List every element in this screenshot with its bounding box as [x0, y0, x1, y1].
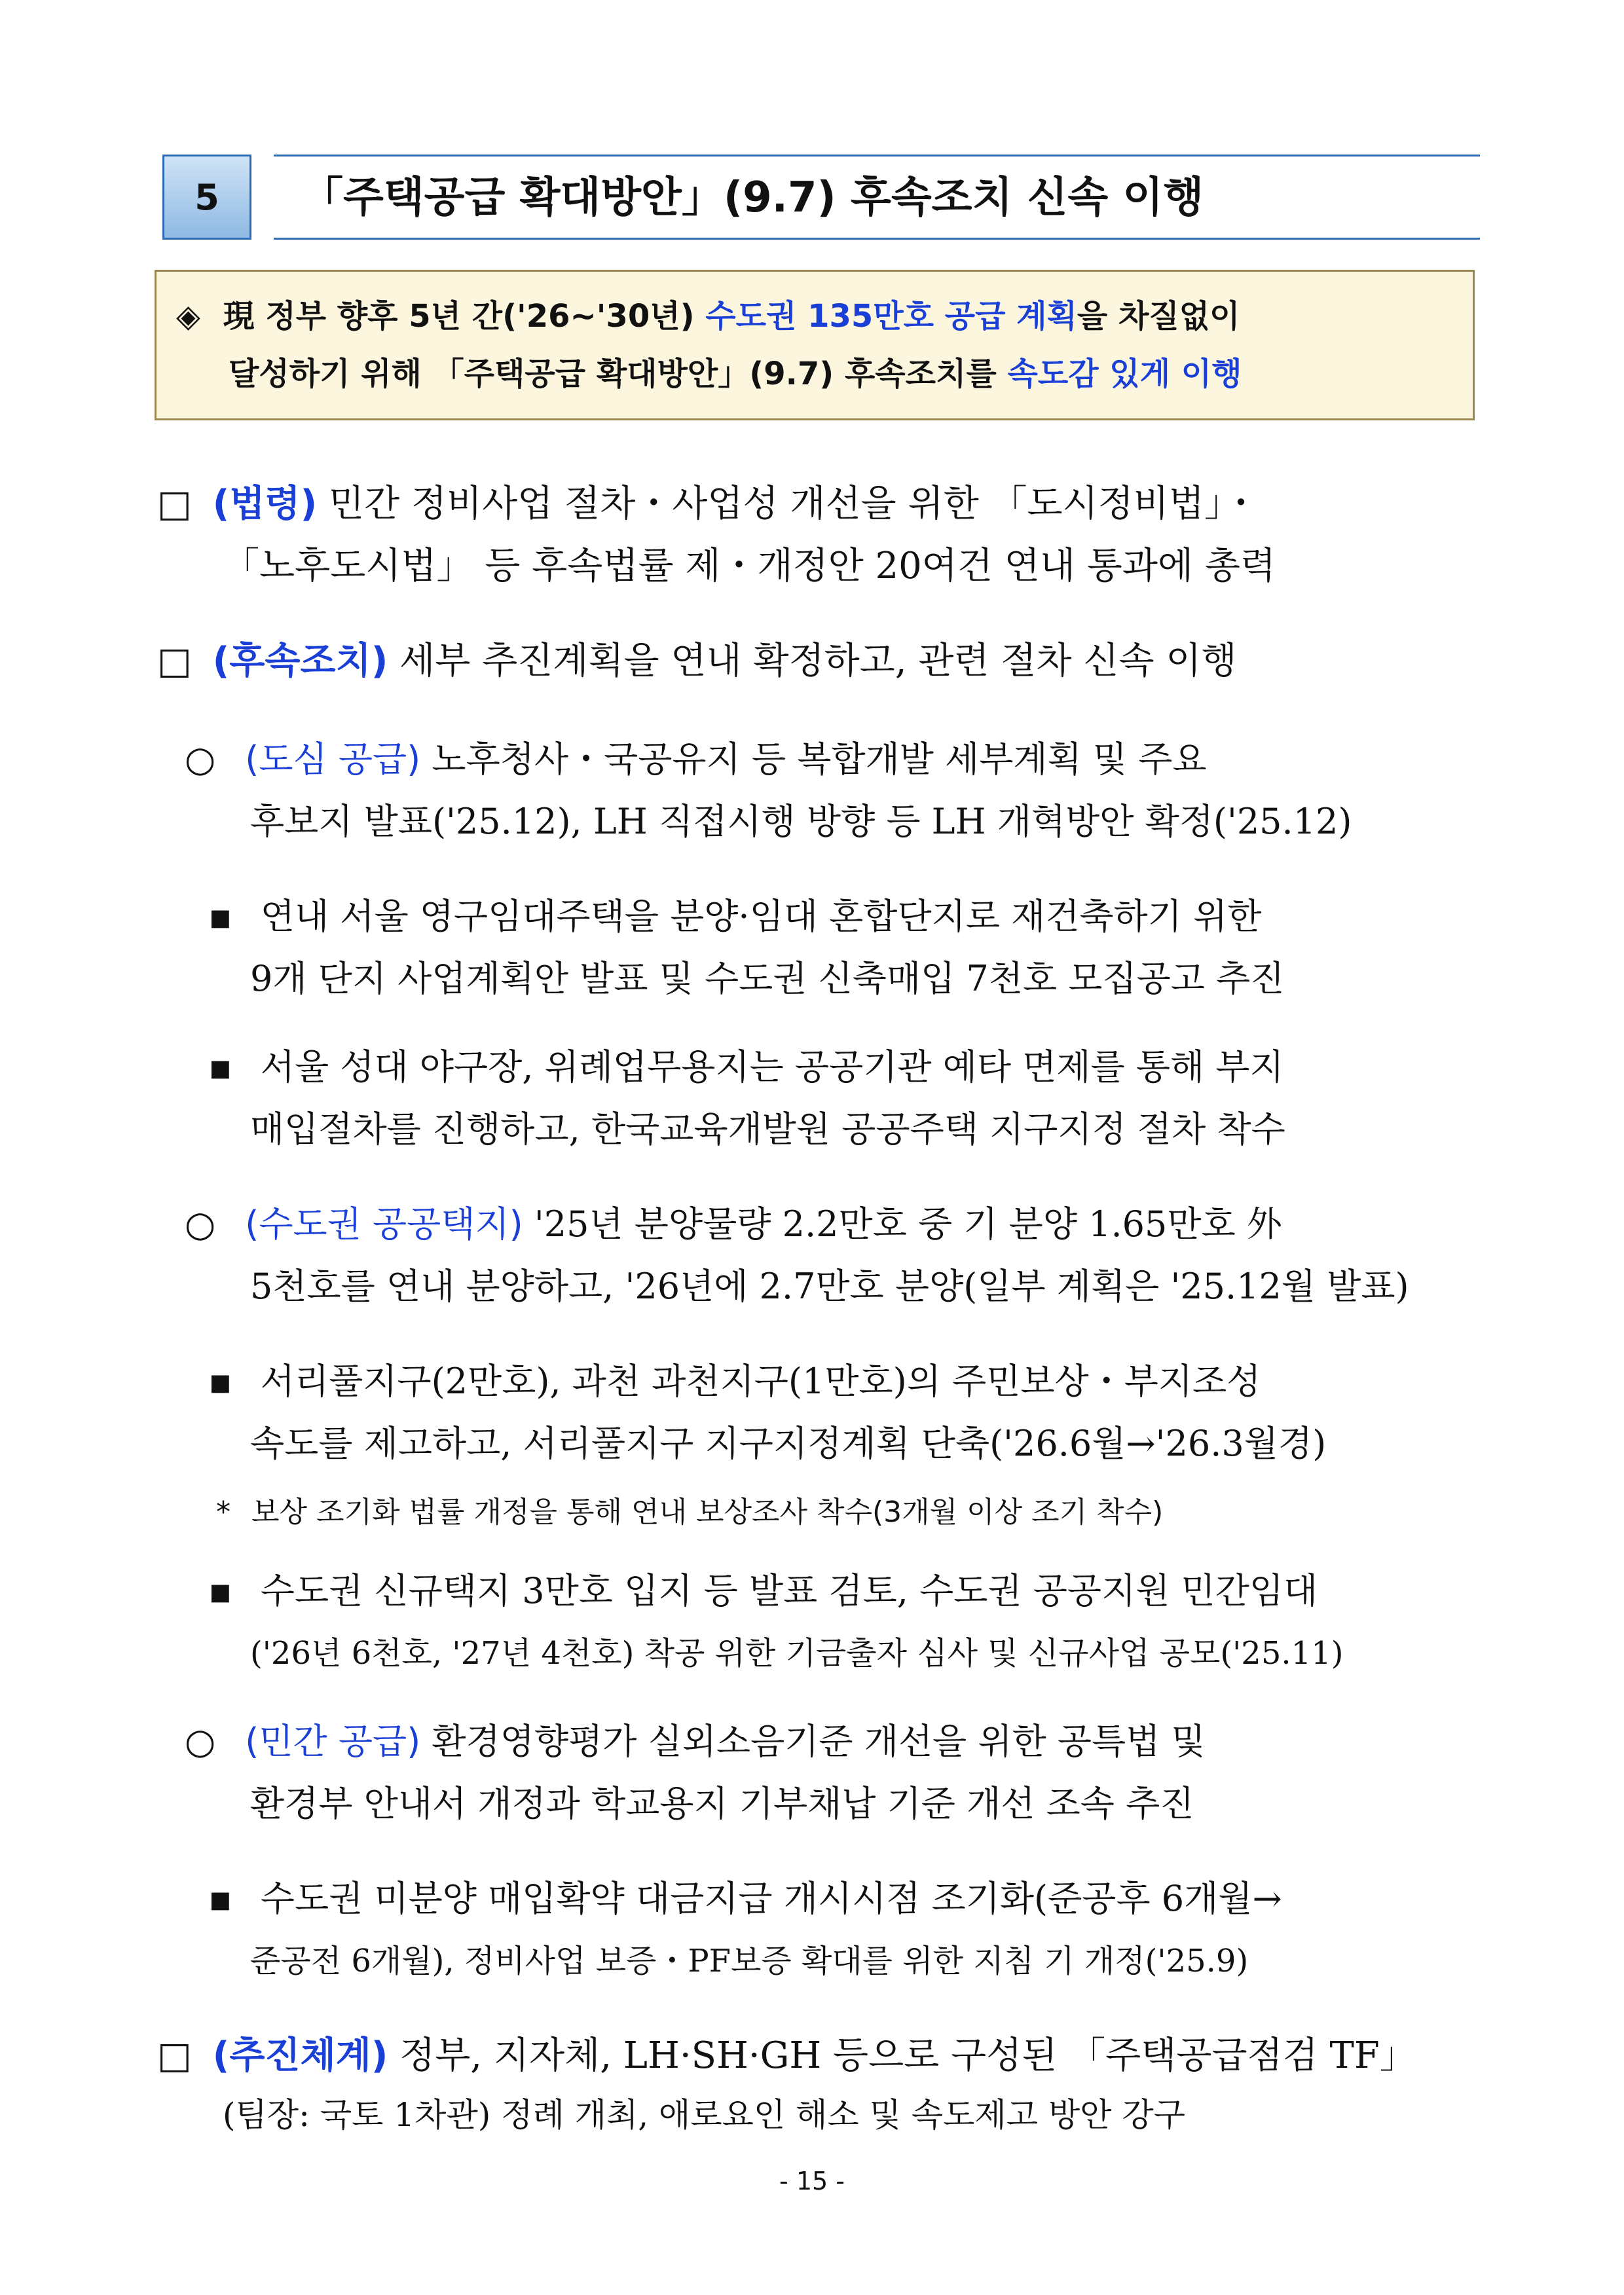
square-bullet-icon: ▪	[208, 1046, 232, 1088]
box-bullet-icon: □	[157, 640, 192, 682]
detail-3-line-2: 속도를 제고하고, 서리풀지구 지구지정계획 단축('26.6월→'26.3월경)	[250, 1423, 1327, 1464]
detail-text: 수도권 미분양 매입확약 대금지급 개시시점 조기화(준공후 6개월→	[260, 1878, 1282, 1919]
item-text: 정부, 지자체, LH·SH·GH 등으로 구성된 「주택공급점검 TF」	[388, 2034, 1416, 2077]
subitem-urban-line-2: 후보지 발표('25.12), LH 직접시행 방향 등 LH 개혁방안 확정('25.12)	[250, 801, 1352, 842]
detail-4-line-2: ('26년 6천호, '27년 4천호) 착공 위한 기금출자 심사 및 신규사업 공모('25.11)	[250, 1635, 1344, 1672]
item-law-line-2: 「노후도시법」 등 후속법률 제・개정안 20여건 연내 통과에 총력	[223, 545, 1276, 587]
summary-line-2	[229, 354, 1242, 394]
detail-text: 연내 서울 영구임대주택을 분양·임대 혼합단지로 재건축하기 위한	[260, 896, 1262, 937]
detail-2-line-1	[208, 1044, 1284, 1090]
item-tag: (법령)	[212, 483, 318, 525]
section-rule-top	[274, 155, 1480, 156]
detail-1-line-2: 9개 단지 사업계획안 발표 및 수도권 신축매입 7천호 모집공고 추진	[250, 958, 1285, 999]
subitem-private-line-1	[185, 1719, 1206, 1765]
summary-highlight: 수도권 135만호 공급 계획	[705, 298, 1077, 335]
detail-text: 서울 성대 야구장, 위례업무용지는 공공기관 예타 면제를 통해 부지	[260, 1046, 1284, 1088]
section-rule-bottom	[274, 238, 1480, 240]
item-tag: (후속조치)	[212, 640, 388, 682]
subitem-tag: (수도권 공공택지)	[245, 1203, 523, 1245]
square-bullet-icon: ▪	[208, 1878, 232, 1919]
detail-4-line-1	[208, 1568, 1318, 1614]
detail-text: 수도권 신규택지 3만호 입지 등 발표 검토, 수도권 공공지원 민간임대	[260, 1570, 1318, 1611]
circle-bullet-icon: ○	[185, 1721, 216, 1762]
summary-line-1	[176, 297, 1240, 336]
item-text: 민간 정비사업 절차・사업성 개선을 위한 「도시정비법」・	[317, 483, 1259, 525]
subitem-text: '25년 분양물량 2.2만호 중 기 분양 1.65만호 外	[523, 1203, 1282, 1245]
item-system-line-2: (팀장: 국토 1차관) 정례 개최, 애로요인 해소 및 속도제고 방안 강구	[223, 2096, 1185, 2134]
box-bullet-icon: □	[157, 483, 192, 525]
circle-bullet-icon: ○	[185, 1203, 216, 1245]
square-bullet-icon: ▪	[208, 1361, 232, 1402]
summary-text: 을 차질없이	[1077, 298, 1240, 335]
section-number-box	[162, 155, 251, 240]
detail-5-line-2: 준공전 6개월), 정비사업 보증・PF보증 확대를 위한 지침 기 개정('25.9)	[250, 1943, 1249, 1979]
section-number: 5	[194, 176, 219, 218]
subitem-tag: (민간 공급)	[245, 1721, 421, 1762]
note-text: 보상 조기화 법률 개정을 통해 연내 보상조사 착수(3개월 이상 조기 착수)	[251, 1496, 1164, 1529]
subitem-private-line-2: 환경부 안내서 개정과 학교용지 기부채납 기준 개선 조속 추진	[250, 1783, 1194, 1824]
note-line	[216, 1490, 1163, 1535]
square-bullet-icon: ▪	[208, 1570, 232, 1611]
box-bullet-icon: □	[157, 2034, 192, 2077]
detail-text: 서리풀지구(2만호), 과천 과천지구(1만호)의 주민보상・부지조성	[260, 1361, 1261, 1402]
subitem-public-land-line-1	[185, 1202, 1282, 1247]
square-bullet-icon: ▪	[208, 896, 232, 937]
item-system-line-1	[157, 2033, 1416, 2079]
summary-highlight: 속도감 있게 이행	[1007, 356, 1242, 392]
summary-text: 現 정부 향후 5년 간('26~'30년)	[223, 298, 706, 335]
item-law-line-1	[157, 481, 1259, 527]
subitem-text: 노후청사・국공유지 등 복합개발 세부계획 및 주요	[420, 739, 1207, 780]
diamond-bullet-icon: ◈	[176, 298, 200, 335]
section-title: 「주택공급 확대방안」(9.7) 후속조치 신속 이행	[301, 174, 1204, 222]
summary-text: 달성하기 위해 「주택공급 확대방안」(9.7) 후속조치를	[229, 356, 1008, 392]
item-tag: (추진체계)	[212, 2034, 388, 2077]
item-followup-line-1	[157, 638, 1237, 684]
asterisk-icon: *	[216, 1496, 231, 1529]
page-number: - 15 -	[779, 2167, 845, 2195]
detail-3-line-1	[208, 1359, 1261, 1405]
subitem-tag: (도심 공급)	[245, 739, 421, 780]
circle-bullet-icon: ○	[185, 739, 216, 780]
detail-5-line-1	[208, 1876, 1282, 1922]
subitem-public-land-line-2: 5천호를 연내 분양하고, '26년에 2.7만호 분양(일부 계획은 '25.12월 발표)	[250, 1266, 1409, 1307]
subitem-text: 환경영향평가 실외소음기준 개선을 위한 공특법 및	[420, 1721, 1206, 1762]
detail-1-line-1	[208, 894, 1261, 940]
item-text: 세부 추진계획을 연내 확정하고, 관련 절차 신속 이행	[388, 640, 1237, 682]
summary-box	[155, 270, 1475, 420]
subitem-urban-line-1	[185, 737, 1207, 782]
detail-2-line-2: 매입절차를 진행하고, 한국교육개발원 공공주택 지구지정 절차 착수	[250, 1109, 1285, 1150]
